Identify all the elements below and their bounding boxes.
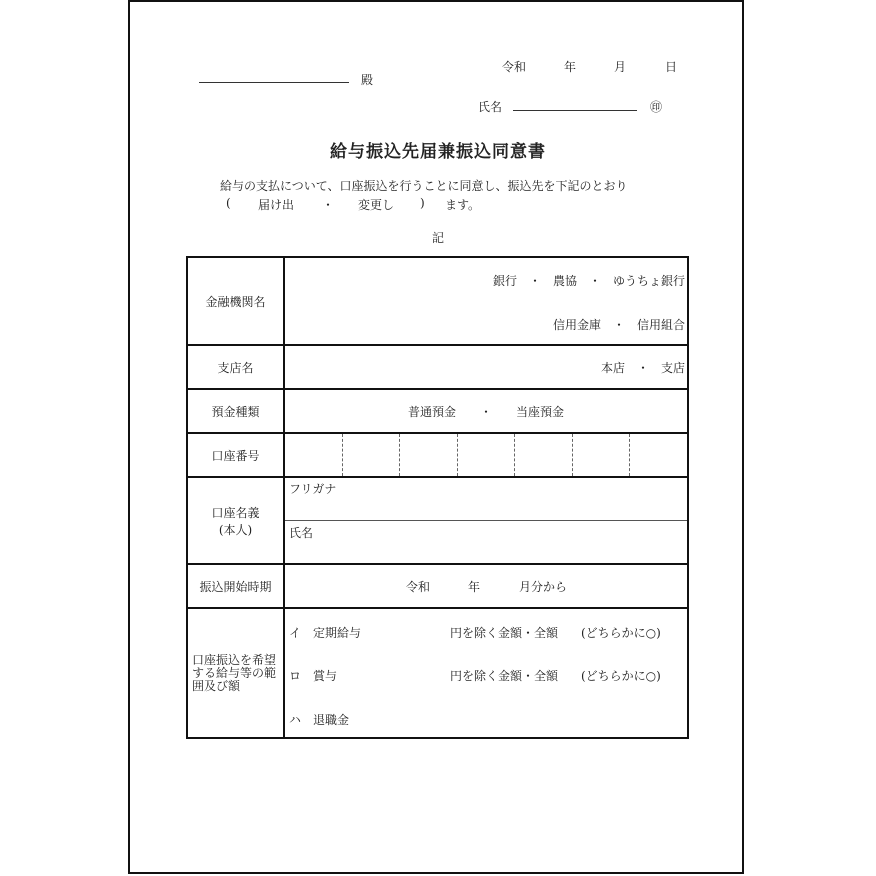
name-line[interactable] (513, 110, 637, 111)
branch-field[interactable] (284, 345, 688, 389)
document-title: 給与振込先届兼振込同意書 (330, 142, 546, 162)
holder-name-label: 氏名 (289, 526, 314, 540)
bank-options-line1: 銀行 ・ 農協 ・ ゆうちょ銀行 (492, 274, 685, 288)
bank-field[interactable] (284, 257, 688, 345)
scope-label (187, 608, 284, 738)
form-table (186, 256, 689, 739)
intro-close-paren: ) (420, 196, 425, 210)
start-field[interactable] (284, 564, 688, 608)
date-day: 日 (665, 60, 678, 74)
bank-label: 金融機関名 (187, 257, 284, 345)
account-holder-label-line1: 口座名義 (211, 505, 260, 520)
addressee-suffix: 殿 (361, 73, 374, 87)
deposit-type-field[interactable] (284, 389, 688, 433)
scope-item-option[interactable]: 円を除く金額・全額 (450, 626, 559, 640)
intro-ending: ます。 (445, 198, 481, 212)
row-bank (187, 257, 688, 345)
scope-item-note: (どちらかに○) (581, 669, 661, 683)
addressee-line[interactable] (199, 82, 349, 83)
scope-item-name: 定期給与 (313, 626, 362, 640)
scope-item-option[interactable]: 円を除く金額・全額 (450, 669, 559, 683)
account-digit-box[interactable] (400, 434, 458, 476)
start-year: 年 (468, 580, 481, 594)
scope-item-note: (どちらかに○) (581, 626, 661, 640)
deposit-type-options: 普通預金 ・ 当座預金 (407, 404, 564, 419)
ki-marker: 記 (432, 231, 445, 245)
row-account-holder (187, 477, 688, 564)
deposit-type-label: 預金種類 (187, 389, 284, 433)
bank-options-line2: 信用金庫 ・ 信用組合 (552, 318, 685, 332)
start-month-from: 月分から (519, 580, 568, 594)
account-number-field[interactable] (284, 433, 688, 477)
branch-options: 本店 ・ 支店 (600, 361, 685, 375)
scope-item-name: 賞与 (313, 669, 338, 683)
name-label: 氏名 (478, 100, 503, 114)
account-digit-box[interactable] (630, 434, 687, 476)
account-digit-box[interactable] (458, 434, 516, 476)
date-era: 令和 (502, 60, 527, 74)
branch-label: 支店名 (187, 345, 284, 389)
seal-icon: ㊞ (650, 100, 663, 114)
scope-field[interactable] (284, 608, 688, 738)
account-digit-box[interactable] (285, 434, 343, 476)
row-scope (187, 608, 688, 738)
row-branch (187, 345, 688, 389)
account-digit-box[interactable] (573, 434, 631, 476)
option-submit[interactable]: 届け出 (258, 198, 295, 212)
scope-label-line1: 口座振込を希望 (192, 652, 277, 667)
row-start (187, 564, 688, 608)
furigana-label: フリガナ (289, 482, 337, 496)
start-label: 振込開始時期 (187, 564, 284, 608)
account-holder-divider (285, 520, 687, 521)
account-holder-label-line2: (本人) (218, 522, 253, 537)
row-account-number (187, 433, 688, 477)
account-digit-box[interactable] (343, 434, 401, 476)
start-era: 令和 (406, 580, 431, 594)
scope-item-mark: ロ (289, 669, 302, 683)
row-deposit-type (187, 389, 688, 433)
account-number-boxes (285, 434, 687, 476)
account-digit-box[interactable] (515, 434, 573, 476)
scope-label-line2: する給与等の範 (192, 665, 277, 680)
scope-label-line3: 囲及び額 (192, 678, 241, 693)
account-number-label: 口座番号 (187, 433, 284, 477)
account-holder-field[interactable] (284, 477, 688, 564)
scope-item-name: 退職金 (313, 713, 350, 727)
date-year: 年 (564, 60, 577, 74)
date-month: 月 (614, 60, 627, 74)
intro-dot: ・ (322, 198, 335, 212)
scope-item-mark: ハ (289, 713, 302, 727)
account-holder-label (187, 477, 284, 564)
option-change[interactable]: 変更し (358, 198, 395, 212)
scope-item-mark: イ (289, 626, 302, 640)
intro-open-paren: ( (226, 196, 231, 210)
intro-line1: 給与の支払について、口座振込を行うことに同意し、振込先を下記のとおり (220, 179, 628, 193)
